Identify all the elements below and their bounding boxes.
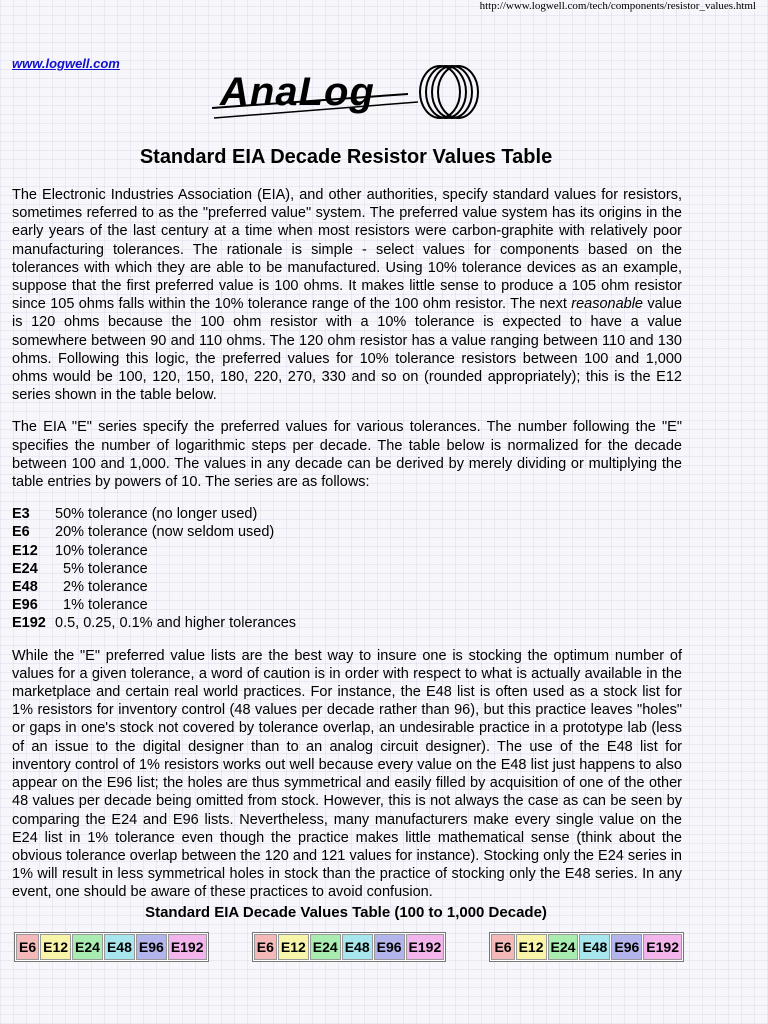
col-header-e6: E6 [16, 934, 39, 960]
col-header-e24: E24 [548, 934, 579, 960]
values-table-1 [14, 932, 209, 962]
col-header-e6: E6 [254, 934, 277, 960]
table-title: Standard EIA Decade Values Table (100 to 1,000 Decade) [145, 904, 547, 921]
col-header-e96: E96 [374, 934, 405, 960]
series-item-e24: E24 5% tolerance [12, 560, 148, 577]
emphasis-reasonable: reasonable [571, 296, 643, 313]
col-header-e6: E6 [491, 934, 514, 960]
col-header-e192: E192 [643, 934, 682, 960]
analog-logo [208, 58, 488, 128]
intro-paragraph: The Electronic Industries Association (EIA), and other authorities, specify standard values for resistors, sometimes referred to as the "preferred value" system. The preferred value system has its origins in the early years of the last century at a time when most resistors were carbon-graphite with relatively poor manufacturing tolerances. The rationale is simple - select values for components based on the tolerances with which they are able to be manufactured. Using 10% tolerance devices as an example, suppose that the first preferred value is 100 ohms. It makes little sense to produce a 105 ohm resistor since 105 ohms falls within the 10% tolerance range of the 100 ohm resistor. The next reasonable value is 120 ohms because the 100 ohm resistor with a 10% tolerance is expected to have a value somewhere between 90 and 110 ohms. The 120 ohm resistor has a value ranging between 110 and 130 ohms. Following this logic, the preferred values for 10% tolerance resistors between 100 and 1,000 ohms would be 100, 120, 150, 180, 220, 270, 330 and so on (rounded appropriately); this is the E12 series shown in the table below. [12, 187, 682, 404]
col-header-e48: E48 [104, 934, 135, 960]
col-header-e12: E12 [278, 934, 309, 960]
logo-text: AnaLog [220, 70, 375, 114]
col-header-e96: E96 [611, 934, 642, 960]
col-header-e96: E96 [136, 934, 167, 960]
col-header-e12: E12 [40, 934, 71, 960]
coil-icon [420, 66, 478, 118]
series-item-e96: E96 1% tolerance [12, 597, 148, 614]
series-item-e12: E12 10% tolerance [12, 542, 148, 559]
series-item-e48: E48 2% tolerance [12, 579, 148, 596]
series-list [12, 505, 682, 632]
decade-values-tables [14, 932, 684, 962]
caution-paragraph: While the "E" preferred value lists are the best way to insure one is stocking the optimum number of values for a given tolerance, a word of caution is in order with respect to what is actually available in the marketplace and certain real world practices. For instance, the E48 list is often used as a stock list for 1% resistors for inventory control (48 values per decade rather than 96), but this practice leaves "holes" or gaps in one's stock not covered by tolerance overlap, an undesirable practice in a prototype lab (less of an issue to the digital designer than to an analog circuit designer). The use of the E48 list for inventory control of 1% resistors works out well because every value on the E48 list just happens to also appear on the E96 list; the holes are thus symmetrical and easily filled by acquisition of one of the other 48 values per decade being omitted from stock. However, this is not always the case as can be seen by comparing the E24 and E96 lists. Nevertheless, many manufacturers make every single value on the E24 list in 1% tolerance even though the practice makes little mathematical sense (think about the obvious tolerance overlap between the 120 and 121 values for instance). Stocking only the E24 series in 1% will result in less symmetrical holes in stock than the practice of stocking only the E48 series. In any event, one should be aware of these practices to avoid confusion. [12, 647, 682, 901]
col-header-e192: E192 [406, 934, 445, 960]
e-series-paragraph: The EIA "E" series specify the preferred values for various tolerances. The number following the "E" specifies the number of logarithmic steps per decade. The table below is normalized for the decade between 100 and 1,000. The values in any decade can be derived by merely dividing or multiplying the table entries by powers of 10. The series are as follows: [12, 419, 682, 491]
article-body [12, 186, 682, 916]
col-header-e24: E24 [72, 934, 103, 960]
col-header-e48: E48 [342, 934, 373, 960]
series-item-e192: E192 0.5, 0.25, 0.1% and higher tolerances [12, 615, 297, 632]
col-header-e48: E48 [579, 934, 610, 960]
series-item-e6: E6 20% tolerance (now seldom used) [12, 524, 275, 541]
page-title: Standard EIA Decade Resistor Values Table [139, 146, 553, 168]
page-url: http://www.logwell.com/tech/components/resistor_values.html [479, 0, 756, 12]
site-link[interactable]: www.logwell.com [12, 56, 120, 71]
values-table-2 [252, 932, 447, 962]
col-header-e192: E192 [168, 934, 207, 960]
series-item-e3: E3 50% tolerance (no longer used) [12, 506, 258, 523]
col-header-e24: E24 [310, 934, 341, 960]
values-table-3 [489, 932, 684, 962]
col-header-e12: E12 [516, 934, 547, 960]
